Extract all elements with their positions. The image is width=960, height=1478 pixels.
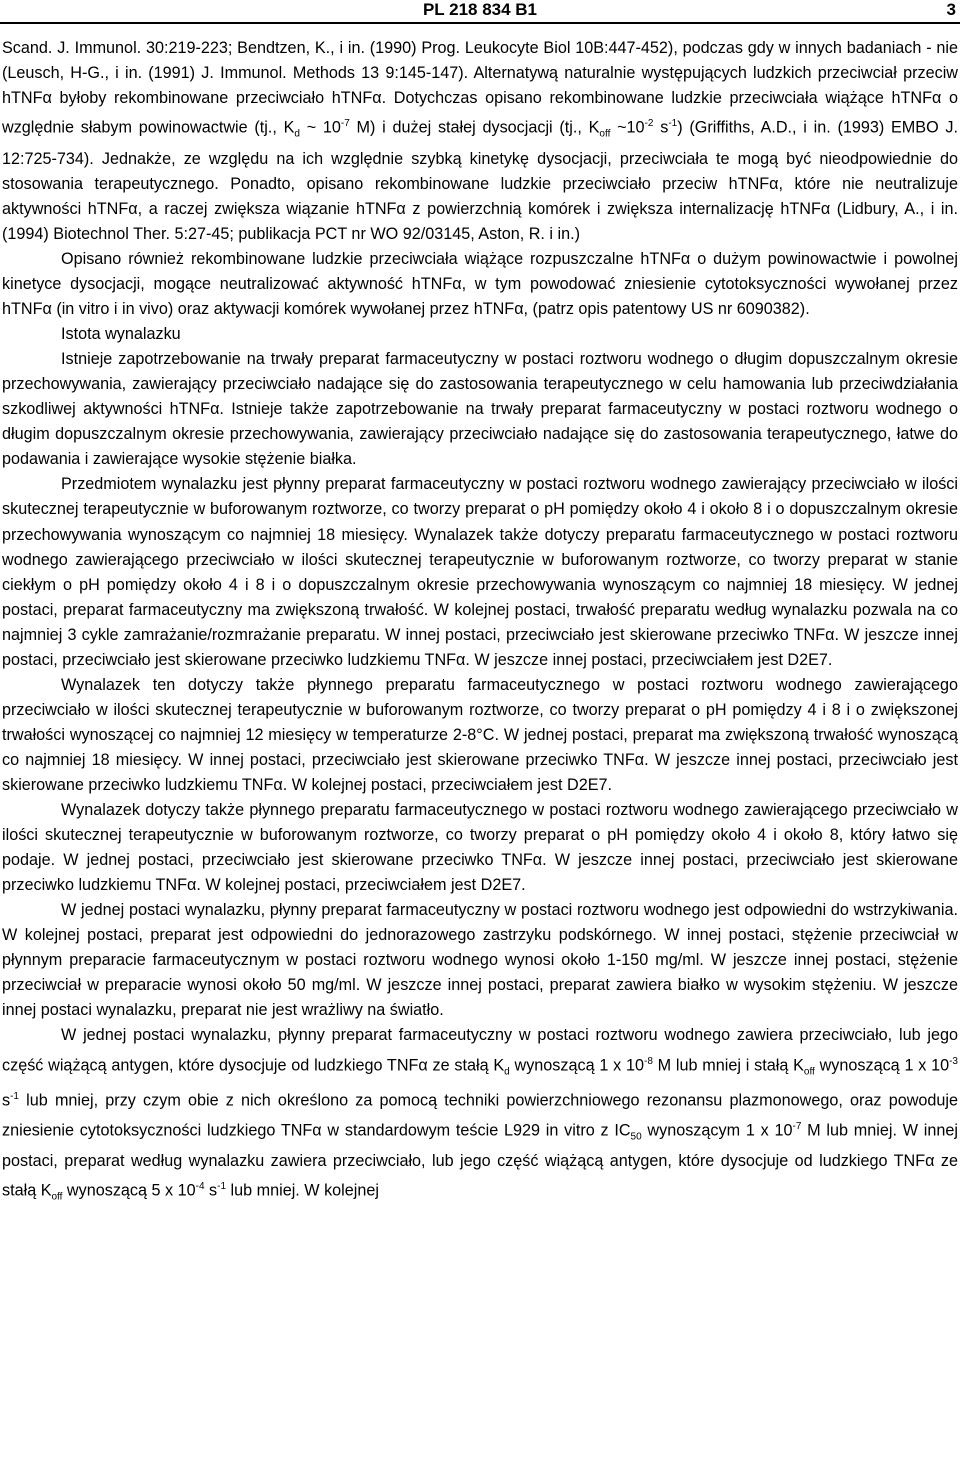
paragraph-6: Wynalazek dotyczy także płynnego preparatu farmaceutycznego w postaci roztworu wodnego zawierającego przeciwciało w ilości skutecznej terapeutycznie w buforowanym roztworze, co tworzy preparat o pH pomiędzy około 4 i około 8, który łatwo się podaje. W jednej postaci, przeciwciało jest skierowane przeciwko TNFα. W jeszcze innej postaci, przeciwciało jest skierowane przeciwko ludzkiemu TNFα. W kolejnej postaci, przeciwciałem jest D2E7. — [2, 801, 958, 895]
paragraph-1: Scand. J. Immunol. 30:219-223; Bendtzen, K., i in. (1990) Prog. Leukocyte Biol 10B:447-452), podczas gdy w innych badaniach - nie (Leusch, H-G., i in. (1991) J. Immunol. Methods 13 9:145-147). Alternatywą naturalnie występujących ludzkich przeciwciał przeciw hTNFα byłoby rekombinowane przeciwciało hTNFα. Dotychczas opisano rekombinowane ludzkie przeciwciała wiążące hTNFα o względnie słabym powinowactwie (tj., $K_d$ ~ $10^{-7}$ M) i dużej stałej dysocjacji (tj., $K_{off}$ $\sim 10^{-2}$ $s^{-1}$) (Griffiths, A.D., i in. (1993) EMBO J. 12:725-734). Jednakże, ze względu na ich względnie szybką kinetykę dysocjacji, przeciwciała te mogą być nieodpowiednie do stosowania terapeutycznego. Ponadto, opisano rekombinowane ludzkie przeciwciało przeciw hTNFα, które nie neutralizuje aktywności hTNFα, a raczej zwiększa wiązanie hTNFα z powierzchnią komórek i zwiększa internalizację hTNFα (Lidbury, A., i in. (1994) Biotechnol Ther. 5:27-45; publikacja PCT nr WO 92/03145, Aston, R. i in.) — [2, 39, 958, 243]
paragraph-2: Opisano również rekombinowane ludzkie przeciwciała wiążące rozpuszczalne hTNFα o dużym powinowactwie i powolnej kinetyce dysocjacji, mogące neutralizować aktywność hTNFα, w tym powodować zniesienie cytotoksyczności wywołanej przez hTNFα (in vitro i in vivo) oraz aktywacji komórek wywołanej przez hTNFα, (patrz opis patentowy US nr 6090382). — [2, 250, 958, 319]
document-body — [2, 36, 958, 1210]
paragraph-3: Istnieje zapotrzebowanie na trwały preparat farmaceutyczny w postaci roztworu wodnego o długim dopuszczalnym okresie przechowywania, zawierający przeciwciało nadające się do zastosowania terapeutycznego w celu hamowania lub przeciwdziałania szkodliwej aktywności hTNFα. Istnieje także zapotrzebowanie na trwały preparat farmaceutyczny w postaci roztworu wodnego o długim dopuszczalnym okresie przechowywania, zawierający przeciwciało nadające się do zastosowania terapeutycznego, łatwe do podawania i zawierające wysokie stężenie białka. — [2, 350, 958, 469]
paragraph-5: Wynalazek ten dotyczy także płynnego preparatu farmaceutycznego w postaci roztworu wodnego zawierającego przeciwciało w ilości skutecznej terapeutycznie w buforowanym roztworze, co tworzy preparat o pH pomiędzy 4 i 8 i o zwiększonej trwałości wynoszącej co najmniej 12 miesięcy w temperaturze 2-8°C. W jednej postaci, preparat ma zwiększoną trwałość wynoszącą co najmniej 18 miesięcy. W innej postaci, przeciwciało jest skierowane przeciwko TNFα. W jeszcze innej postaci, przeciwciało jest skierowane przeciwko ludzkiemu TNFα. W kolejnej postaci, przeciwciałem jest D2E7. — [2, 675, 959, 794]
patent-number: PL 218 834 B1 — [422, 0, 538, 19]
paragraph-4: Przedmiotem wynalazku jest płynny preparat farmaceutyczny w postaci roztworu wodnego zawierający przeciwciało w ilości skutecznej terapeutycznie w buforowanym roztworze, co tworzy preparat o pH pomiędzy około 4 i około 8 i o dopuszczalnym okresie przechowywania wynoszącym co najmniej 18 miesięcy. Wynalazek także dotyczy preparatu farmaceutycznego w postaci roztworu wodnego zawierającego przeciwciało w ilości skutecznej terapeutycznie w buforowanym roztworze, co tworzy preparat w stanie ciekłym o pH pomiędzy około 4 i 8 i o dopuszczalnym okresie przechowywania wynoszącym co najmniej 18 miesięcy. W jednej postaci, preparat farmaceutyczny ma zwiększoną trwałość. W kolejnej postaci, trwałość preparatu według wynalazku pozwala na co najmniej 3 cykle zamrażanie/rozmrażanie preparatu. W innej postaci, przeciwciało jest skierowane przeciwko TNFα. W jeszcze innej postaci, przeciwciało jest skierowane przeciwko ludzkiemu TNFα. W jeszcze innej postaci, przeciwciałem jest D2E7. — [2, 475, 958, 669]
section-heading: Istota wynalazku — [61, 325, 181, 344]
page-header — [0, 0, 960, 24]
paragraph-7: W jednej postaci wynalazku, płynny preparat farmaceutyczny w postaci roztworu wodnego jest odpowiedni do wstrzykiwania. W kolejnej postaci, preparat jest odpowiedni do jednorazowego zastrzyku podskórnego. W innej postaci, stężenie przeciwciał w płynnym preparacie farmaceutycznym w postaci roztworu wodnego wynosi około 1-150 mg/ml. W jeszcze innej postaci, stężenie przeciwciał w preparacie wynosi około 50 mg/ml. W jeszcze innej postaci, preparat zawiera białko w wysokim stężeniu. W jeszcze innej postaci wynalazku, preparat nie jest wrażliwy na światło. — [2, 901, 958, 1020]
paragraph-8: W jednej postaci wynalazku, płynny preparat farmaceutyczny w postaci roztworu wodnego zawiera przeciwciało, lub jego część wiążącą antygen, które dysocjuje od ludzkiego TNFα ze stałą $K_d$ wynoszącą 1 x $10^{-8}$ M lub mniej i stałą $K_{off}$ wynoszącą 1 x $10^{-3}$ $s^{-1}$ lub mniej, przy czym obie z nich określono za pomocą techniki powierzchniowego rezonansu plazmonowego, oraz powoduje zniesienie cytotoksyczności ludzkiego TNFα w standardowym teście L929 in vitro z $IC_{50}$ wynoszącym 1 x $10^{-7}$ M lub mniej. W innej postaci, preparat według wynalazku zawiera przeciwciało, lub jego część wiążącą antygen, które dysocjuje od ludzkiego TNFα ze stałą $K_{off}$ wynoszącą 5 x $10^{-4}$ $s^{-1}$ lub mniej. W kolejnej — [2, 1026, 958, 1203]
page-number: 3 — [946, 0, 956, 19]
